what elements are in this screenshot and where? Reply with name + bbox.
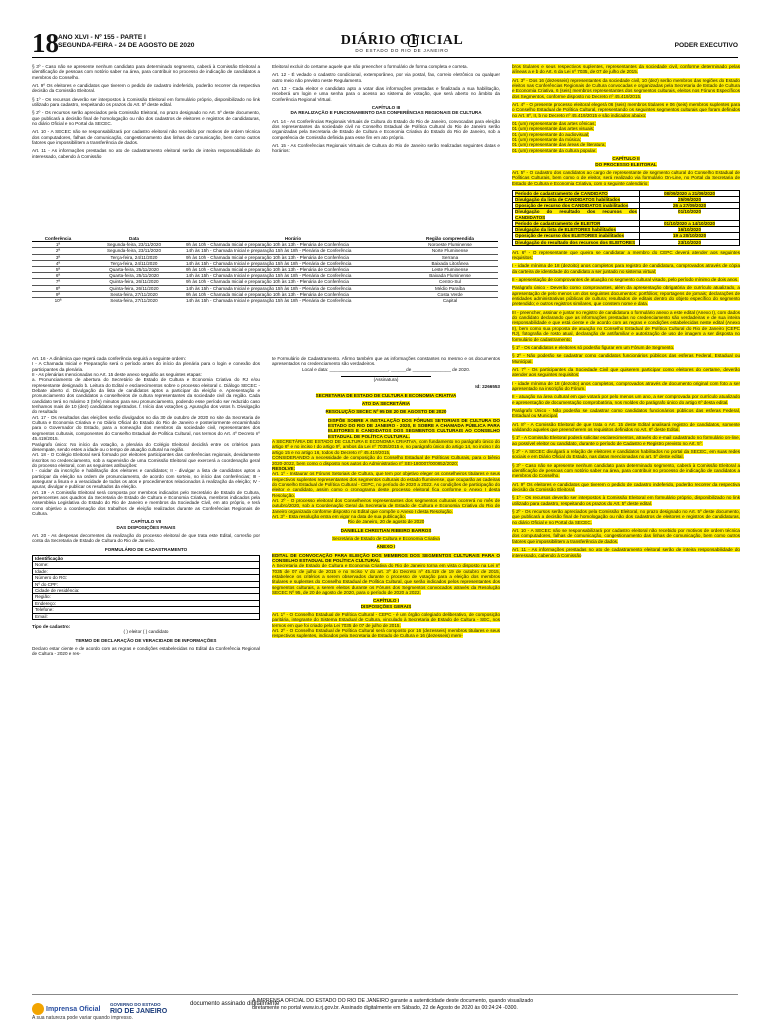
form-field-label: Nº do CPF:	[33, 581, 260, 587]
calendar-date-text: 23/10/2020	[678, 239, 702, 245]
resolve-text: RESOLVE:	[272, 465, 296, 471]
state-seal-icon	[408, 34, 418, 47]
form-field-label: Cidade de residência:	[33, 588, 260, 594]
calendar-table	[512, 190, 740, 246]
masthead	[332, 33, 472, 53]
government-logo-line-1: GOVERNO DO ESTADO	[110, 1002, 161, 1007]
authenticity-notice: A IMPRENSA OFICIAL DO ESTADO DO RIO DE JANEIRO garante a autenticidade deste documento, quando visualizado diretamente no portal www.io.rj.gov.br. Assinado digitalmente em Sábado, 22 de Agosto de 2020 às 00:24:24 -0300.	[252, 998, 534, 1011]
act-heading	[272, 401, 500, 406]
registration-form-table	[32, 555, 260, 620]
conference-schedule-table	[32, 236, 498, 303]
conference-date: Quarta-feira, 25/11/2020	[84, 273, 184, 279]
column-3	[512, 64, 740, 561]
form-row	[33, 613, 260, 619]
declaration-title: TERMO DE DECLARAÇÃO DE VERACIDADE DE INFORMAÇÕES	[75, 637, 217, 643]
paragraph	[272, 563, 500, 595]
conference-number: 2ª	[32, 248, 84, 254]
calendar-step-text: Divulgação do resultado dos recursos dos CANDIDATOS	[515, 209, 638, 220]
conference-number: 1ª	[32, 242, 84, 248]
section-name: PODER EXECUTIVO	[674, 42, 738, 49]
conference-number: 9ª	[32, 291, 84, 297]
paragraph: Art. 16 - A dinâmica que regerá cada conferência seguirá a seguinte ordem:	[32, 356, 186, 361]
conference-region: Costa Verde	[402, 291, 498, 297]
conference-number: 10ª	[32, 298, 84, 304]
paragraph: a. Pronunciamento de abertura do Secretário de Estado de Cultura e Economia Criativa do RJ e/ou representante designado b. Leitura do Edital e esclarecimentos sobre o processo eleitoral c. Diálogo SECEC - Debate aberto d. Divulgação da lista de candidatos aptos a participar da eleição e. Apresentação e pronunciamento dos candidatos a conselheiros de cultura representantes da sociedade civil da região. Cada candidato terá no máximo 3 (três) minutos para seu pronunciamento, podendo esse período ser reduzido caso tenhamos mais de 10 (dez) candidatos registrados. f. Início das votações g. Apuração dos votos h. Divulgação do resultado	[32, 377, 260, 415]
paragraph-text: II - atuação na área cultural em que votará por pelo menos um ano, a ser comprovada por currículo atualizado e apresentação de documentação comprobatória, nos moldes do parágrafo único do artigo 6º desta edital.	[512, 394, 740, 405]
paragraph-text: Parágrafo Único - Não poderão se cadastrar como candidatos funcionários públicos das esferas Federal, Estadual ou Municipal.	[512, 407, 740, 419]
paragraph: § 3º - Caso não se apresente nenhum candidato para determinado segmento, caberá à Comissão Eleitoral a identificação de pessoas com notório saber na área, para contribuir no processo de indicação de candidatos a membros do Conselho.	[32, 64, 260, 80]
paragraph-text: Art. 4º - O presente processo eleitoral elegerá 06 (seis) membros titulares e 06 (seis) membros suplentes para o Conselho Estadual de Política Cultural, representando os seguintes segmentos culturais que foram definidos no Art. 8º, II, b no Decreto nº 45.419/2015 e são indicados abaixo:	[512, 102, 740, 118]
paragraph	[512, 495, 740, 506]
form-field-label: Telefone:	[33, 607, 260, 613]
calendar-date-text: 01/10/2020 a 14/10/2020	[664, 220, 716, 226]
edition-line-2: SEGUNDA-FEIRA - 24 DE AGOSTO DE 2020	[58, 42, 195, 49]
conference-time: 9h às 10h - Chamada Inicial e preparação 10h às 13h - Plenária de Conferência	[184, 267, 402, 273]
calendar-step	[513, 233, 640, 239]
paragraph: Art. 19 - A Comissão Eleitoral será composta por membros indicados pelo Secretário de Estado de Cultura, pertencentes aos quadros da Secretaria de Estado de Cultura e Economia Criativa, membros indicados pela Assembleia Legislativa do Estado do Rio de Janeiro e membros da Sociedade Civil, em ato próprio, e terá como objetivo a coordenação dos trabalhos de eleição realizados durante as Conferências Regionais de Cultura.	[32, 489, 260, 516]
paragraph: Declaro estar ciente e de acordo com as regras e condições estabelecidas no Edital da Conferência Regional de Cultura - 2020 e res-	[32, 646, 260, 657]
annex-heading	[272, 544, 500, 549]
conference-date: Terça-feira, 24/11/2020	[84, 260, 184, 266]
conference-time: 14h às 15h - Chamada Inicial e preparação 15h às 18h - Plenária de Conferência	[184, 260, 402, 266]
col-header: Conferência	[32, 236, 84, 242]
paragraph-text: Art. 1º - O Conselho Estadual de Política Cultural - CEPC - é um órgão colegiado deliberativo, de composição paritária, integrante do Sistema Estadual de Cultura, vinculado à Secretaria de Estado de Cultura - SEC, nos termos em que foi criado pela Lei 7035 de 07 de julho de 2015.	[272, 612, 500, 628]
paragraph	[512, 422, 740, 433]
paragraph	[512, 78, 740, 99]
conference-time: 9h às 10h - Chamada Inicial e preparação 10h às 13h - Plenária de Conferência	[184, 254, 402, 260]
segment-list	[512, 121, 740, 153]
paragraph: te Formulário de Cadastramento. Afirmo também que as informações constantes no mesmo e os documentos apresentados no credenciamento são verdadeiros.	[272, 356, 500, 367]
form-field-label: Região:	[33, 594, 260, 600]
paragraph	[272, 612, 500, 628]
calendar-row	[513, 209, 740, 220]
paragraph	[272, 498, 500, 514]
date-line	[272, 519, 500, 524]
local-date-line: Local e data: _______________________, ______de _______________ de 2020.	[301, 366, 471, 372]
calendar-row	[513, 203, 740, 209]
edital-text: EDITAL DE CONVOCAÇÃO PARA ELEIÇÃO DOS MEMBROS DOS SEGMENTOS CULTURAIS PARA O CONSELHO ESTADUAL DE POLÍTICA CULTURAL	[272, 552, 500, 563]
document-id: Id: 2266553	[475, 384, 500, 390]
form-field-label: Idade:	[33, 568, 260, 574]
column-1-lower	[32, 356, 260, 657]
paragraph-text: Art. 10 - A SECEC não se responsabilizará por cadastro eleitoral não recebido por motivos de ordem técnica dos computadores, falhas de comunicação, congestionamento das linhas de comunicação, bem como outros fatores que impossibilitem a transferência de dados.	[512, 528, 740, 544]
paragraph: Art. 17 - Os resultados das eleições serão divulgados no dia 30 de outubro de 2020 no site da Secretaria de Cultura e Economia Criativa e no Diário Oficial do Estado do Rio de Janeiro e posteriormente encaminhado para o Governador do Estado, para a nomeação dos membros da sociedade civil, representantes dos segmentos culturais, componentes do Conselho Estadual de Política Cultural, nos termos do Art. 4º Decreto nº 45.419/2015.	[32, 414, 260, 442]
col-header: Horário	[184, 236, 402, 242]
paragraph: Art. 11 - As informações prestadas no ato de cadastramento eleitoral serão de inteira responsabilidade do interessado, cabendo à Comissão	[32, 148, 260, 159]
paragraph	[512, 285, 740, 306]
paragraph-text: Art. 3º - Dos 16 (dezesseis) representantes da sociedade civil, 10 (dez) serão membros das regiões do Estado eleitos nas Conferências Regionais de Cultura convocadas e organizadas pela Secretaria de Estado de Cultura e Economia Criativa, 6 (seis) membros representantes dos segmentos culturais, eleitos nos Fóruns Específicos dos Segmentos, conforme disposto no Decreto nº 45.419/2015.	[512, 77, 740, 99]
conference-time: 9h às 10h - Chamada Inicial e preparação 10h às 13h - Plenária de Conferência	[184, 279, 402, 285]
conference-date: Segunda-feira, 23/11/2020	[84, 242, 184, 248]
paragraph	[512, 547, 740, 558]
conference-region: Noroeste Fluminense	[402, 242, 498, 248]
paragraph-text: Art. 6º - O representante que queira se candidatar a membro do CEPC deverá atender aos seguintes requisitos:	[512, 249, 740, 261]
conference-region: Serrana	[402, 254, 498, 260]
conference-region: Baixada Litorânea	[402, 260, 498, 266]
calendar-step-text: Divulgação da lista de ELEITORES habilitados	[515, 227, 617, 233]
segment-item	[512, 148, 740, 153]
calendar-step-text: Período de cadastramento de CANDIDATO	[515, 190, 608, 196]
paragraph-text: I - idade mínima de 18 (dezoito) anos completos para registro de candidatura, comprovados através de cópia da carteira de identidade do candidato a ser juntado no sistema virtual;	[512, 263, 740, 274]
conference-date: Sexta-feira, 27/11/2020	[84, 298, 184, 304]
conference-time: 14h às 15h - Chamada Inicial e preparação 15h às 18h - Plenária de Conferência	[184, 273, 402, 279]
paragraph-text: I - idade mínima de 18 (dezoito) anos completos, comprovados através de documento original com foto a ser apresentado na inscrição do Fórum.	[512, 380, 740, 391]
column-1	[32, 64, 260, 162]
conference-time: 14h às 15h - Chamada Inicial e preparação 15h às 18h - Plenária de Conferência	[184, 285, 402, 291]
calendar-step	[513, 203, 640, 209]
paragraph	[272, 439, 500, 455]
paragraph	[512, 381, 740, 392]
imprensa-logo-icon	[32, 1003, 44, 1015]
paragraph	[512, 345, 740, 350]
paragraph	[512, 463, 740, 479]
imprensa-logo	[32, 1003, 100, 1015]
paragraph	[512, 449, 740, 460]
form-field-label: Número do RG:	[33, 575, 260, 581]
signer-name	[272, 528, 500, 533]
cadastro-type-label: Tipo de cadastro:	[32, 624, 71, 630]
resolution-heading	[272, 409, 500, 414]
calendar-date-text: 16/10/2020	[678, 227, 702, 233]
paragraph-text: § 1º - A Comissão Eleitoral poderá solicitar esclarecimentos, através do e-mail cadastrado no formulário on-line, ao possível eleitor ou candidato, durante o período de Cadastro e Registro previsto no Art. 5º.	[512, 435, 740, 446]
calendar-step	[513, 209, 640, 220]
conference-time: 9h às 10h - Chamada Inicial e preparação 10h às 13h - Plenária de Conferência	[184, 242, 402, 248]
chapter-heading	[272, 598, 500, 609]
calendar-date-text: 25/09/2020	[678, 197, 702, 203]
form-title: FORMULÁRIO DE CADASTRAMENTO	[104, 546, 188, 552]
paragraph-text: Art. 5º - O cadastro dos candidatos ao cargo de representante de segmento cultural do Conselho Estadual de Políticas Culturais, bem como o de eleitor, será realizado via formulário On-Line, no Portal da Secretaria de Estado de Cultura e Economia Criativa, com o seguinte calendário:	[512, 169, 740, 186]
conference-region: Capital	[402, 298, 498, 304]
conference-number: 8ª	[32, 285, 84, 291]
paragraph-text: § 3º - Caso não se apresente nenhum candidato para determinado segmento, caberá à Comissão Eleitoral a identificação de pessoas com notório saber na área, para contribuir no processo de indicação de candidatos a membros do Conselho.	[512, 462, 740, 479]
paragraph: Art. 15 - As Conferências Regionais Virtuais de Cultura do Rio de Janeiro serão realizadas seguintes datas e horários:	[272, 143, 500, 154]
paragraph: § 1º - Os recursos deverão ser interpostos à Comissão Eleitoral em formulário próprio, disponibilizado no link utilizado para cadastro, respeitando os prazos do Art. 5º deste edital.	[32, 96, 260, 108]
col-header: Data	[84, 236, 184, 242]
paragraph: Art. 18 - O Colégio Eleitoral será formado por eleitores participantes das conferências regionais, devidamente inscritos no credenciamento, sob a supervisão de uma Comissão Eleitoral que exercerá a coordenação geral do processo eleitoral, com as seguintes atribuições:	[32, 452, 260, 468]
page-footer	[32, 994, 738, 1022]
form-field-label: Nome:	[33, 562, 260, 568]
chapter-number: CAPÍTULO VII	[130, 519, 162, 525]
government-logo-line-2: RIO DE JANEIRO	[110, 1008, 168, 1015]
resolution-name: RESOLUÇÃO SECEC Nº 95 DE 20 DE AGOSTO DE 2020	[325, 409, 447, 415]
paragraph: Art. 14 - As Conferências Regionais Virtuais de Cultura do Estado do Rio de Janeiro, convocadas para eleição dos representantes da sociedade civil no Conselho Estadual de Política Cultural do Rio de Janeiro serão organizadas pela Secretaria de Estado de Cultura e Economia Criativa do Estado do Rio de Janeiro, sob a competência de Comissão definida para esse fim em ato próprio.	[272, 118, 500, 140]
conference-time: 14h às 15h - Chamada Inicial e preparação 15h às 18h - Plenária de Conferência	[184, 248, 402, 254]
paragraph	[512, 277, 740, 282]
paragraph-text: § 2º - Os recursos serão apreciados pela Comissão Eleitoral, no prazo designado no Art. 5º deste documento, que publicará a decisão final de homologação ou não dos cadastros de eleitores e registros de candidaturas, no diário Oficial e no Portal da SECEC.	[512, 509, 740, 525]
organization-heading	[272, 393, 500, 398]
paragraph-text: A SECRETÁRIA DE ESTADO DE CULTURA E ECONOMIA CRIATIVA, com fundamento no parágrafo único do artigo 6º e no inciso I do artigo 9º, ambos da Lei nº 7035/2015 e, no parágrafo único do artigo 14, no inciso I do artigo 15 e no artigo 16, todos do Decreto nº 45.419/2015,	[272, 439, 500, 455]
calendar-step-text: Oposição de recurso dos ELEITORES inabilitados	[515, 233, 625, 239]
paragraph	[512, 250, 740, 261]
column-2-lower	[272, 356, 500, 639]
paragraph: Art. 20 - As despesas decorrentes da realização do processo eleitoral de que trata este Edital, correrão por conta da Secretaria de Estado de Cultura do Rio de Janeiro.	[32, 533, 260, 544]
conference-number: 7ª	[32, 279, 84, 285]
paragraph-text: II - apresentação de comprovantes de atuação no segmento cultural visado, pelo período mínimo de dois anos.	[512, 277, 739, 283]
conference-number: 4ª	[32, 260, 84, 266]
paragraph	[512, 310, 740, 342]
paragraph	[512, 64, 740, 75]
conference-number: 5ª	[32, 267, 84, 273]
signature-line: (Assinatura)	[341, 376, 431, 382]
digital-signature-badge: documento assinado digitalmente	[190, 1001, 280, 1007]
conference-date: Terça-feira, 24/11/2020	[84, 254, 184, 260]
calendar-step-text: Divulgação da lista de CANDIDATOS habilitados	[515, 197, 621, 203]
segment-text: 01 (um) representante das artes visuais;	[512, 126, 595, 132]
conference-date: Sexta-feira, 27/11/2020	[84, 291, 184, 297]
paragraph-text: Art. 7º - Os participantes da Sociedade Civil que quiserem participar como eleitores do certame, deverão atender aos seguintes requisitos:	[512, 366, 740, 378]
paragraph	[512, 408, 740, 419]
paragraph: Art. 10 - A SECEC não se responsabilizará por cadastro eleitoral não recebido por motivos de ordem técnica dos computadores, falhas de comunicação, congestionamento das linhas de comunicação, bem como outros fatores que impossibilitem a transferência de dados.	[32, 129, 260, 146]
chapter-number: CAPÍTULO I	[372, 598, 400, 604]
paragraph	[512, 394, 740, 405]
paragraph	[512, 435, 740, 446]
paragraph-text: Art. 1º - Instaurar os Fóruns Setoriais de Cultura, que tem por objetivo eleger os conselheiros titulares e seus respectivos suplentes representantes dos segmentos culturais do estado fluminense, que ocuparão as cadeiras do Conselho Estadual de Política Cultural - CEPC, no período de 2020 a 2022. As condições de participação do eleitor e candidato, assim como o cronograma deste processo eleitoral fica conforme o Anexo I desta Resolução.	[272, 471, 500, 498]
paragraph-text: § 1º - Os recursos deverão ser interpostos à Comissão Eleitoral em formulário próprio, disponibilizado no link utilizado para cadastro, respeitando os prazos do Art. 5º deste edital.	[512, 495, 740, 506]
calendar-date-text: 19 a 20/10/2020	[672, 233, 707, 239]
calendar-date	[640, 209, 740, 220]
paragraph: I - A Chamada Inicial e Preparação será o período antes do início da plenária para o login e conexão dos participantes da plenária.	[32, 361, 260, 372]
col-header: Região compreendida	[402, 236, 498, 242]
paragraph	[272, 628, 500, 639]
column-2	[272, 64, 500, 157]
conference-number: 3ª	[32, 254, 84, 260]
calendar-row	[513, 239, 740, 245]
calendar-step-text: Oposição de recurso dos CANDIDATOS inabilitados	[515, 203, 629, 209]
conference-date: Quinta-feira, 26/11/2020	[84, 279, 184, 285]
segment-text: 01 (um) representante das áreas de literatura;	[512, 142, 606, 148]
calendar-step	[513, 239, 640, 245]
calendar-step-text: Período de cadastramento de ELEITOR	[515, 220, 601, 226]
paragraph: Art. 12 - É vedado o cadastro condicional, extemporâneo, por via postal, fax, correio eletrônico ou qualquer outro meio não previsto neste Regulamento.	[272, 72, 500, 83]
form-field-label: Endereço:	[33, 600, 260, 606]
paragraph	[512, 482, 740, 493]
edition-line-1: ANO XLVI - Nº 155 - PARTE I	[58, 34, 146, 41]
paragraph-text: bros titulares e seus respectivos suplentes, representantes da sociedade civil, conforme determinado pelas alíneas a e b do Art. 6 da Lei nº 7035, de 07 de julho de 2015.	[512, 64, 740, 75]
paragraph-text: Art. 11 - As informações prestadas no ato de cadastramento eleitoral serão de inteira responsabilidade do interessado, cabendo à Comissão	[512, 547, 740, 558]
paragraph: I - cuidar da inscrição e habilitação dos eleitores e candidatos; II - divulgar a lista de candidatos aptos a participar da eleição na ordem de pronunciamento, de acordo com sorteio, no início das conferências; III - assegurar a lisura e a veracidade de todos os atos e procedimentos relacionados à realização da eleição; IV - apurar, divulgar e publicar os resultados da eleição.	[32, 468, 260, 490]
calendar-date	[640, 239, 740, 245]
calendar-date-text: 08/09/2020 a 21/09/2020	[664, 190, 716, 196]
paragraph-text: § 1º - Os candidatos e eleitores só poderão figurar em um Fórum de Segmento.	[512, 344, 675, 350]
form-field-label: Email:	[33, 613, 260, 619]
signer-role-text: Secretária de Estado de Cultura e Economia Criativa	[332, 535, 440, 541]
masthead-subtitle: DO ESTADO DO RIO DE JANEIRO	[355, 48, 449, 53]
paragraph: § 2º - Os recursos serão apreciados pela Comissão Eleitoral, no prazo designado no Art. 5º deste documento, que publicará a decisão final de homologação ou não dos cadastros de eleitores e registros de candidaturas, no diário Oficial e no Portal da SECEC.	[32, 110, 260, 127]
conference-time: 9h às 10h - Chamada Inicial e preparação 10h às 13h - Plenária de Conferência	[184, 291, 402, 297]
date-text: Rio de Janeiro, 20 de agosto de 2020	[347, 519, 425, 525]
segment-text: 01 (um) representante do audiovisual;	[512, 131, 590, 137]
edition-info	[58, 34, 194, 50]
conference-date: Segunda-feira, 23/11/2020	[84, 248, 184, 254]
paragraph-text: § 2º - A SECEC divulgará a relação de eleitores e candidatos habilitados no portal da SECEC, em suas redes sociais e em Diário Oficial do Estado, nas datas mencionadas no art. 5º deste edital.	[512, 449, 740, 460]
segment-text: 01 (um) representante da cultura popular.	[512, 147, 597, 153]
cadastro-type-options: ( ) eleitor ( ) candidato	[123, 629, 169, 635]
paragraph-text: Parágrafo único - Deverão como comprovantes, além da apresentação obrigatória de currículo atualizado, a apresentação de pelo menos um dos seguintes documentos: portfólios; reportagens de jornais; declarações de entidades administrativas públicas de cultura; resultados de editais dentro do objeto específico do segmento pretendido; e outros registros similares, que constem nome e data.	[512, 285, 740, 307]
paragraph	[272, 455, 500, 466]
conference-region: Centro-Sul	[402, 279, 498, 285]
paragraph: Art. 9º Os eleitores e candidatos que tiverem o pedido de cadastro indeferido, poderão recorrer da respectiva decisão da Comissão Eleitoral.	[32, 83, 260, 94]
chapter-number: CAPÍTULO III	[371, 105, 401, 111]
signer-text: DANIELLE CHRISTIAN RIBEIRO BARROS	[340, 527, 432, 533]
chapter-title: DAS DISPOSIÇÕES FINAIS	[116, 524, 176, 530]
paragraph	[512, 102, 740, 118]
paragraph	[512, 263, 740, 274]
paragraph-text: III - preencher, assinar e juntar no registro de candidatura o formulário anexo a este edital (Anexo I), com dados do candidato declarando que as informações prestadas no credenciamento são verdadeiras e de sua inteira responsabilidade e que está ciente e de acordo com as regras e condições estabelecidas neste edital (Anexo II), bem como sua proposta de atuação no Conselho Estadual de Política Cultural do Rio de Janeiro (CEPC RJ), fotografia de rosto atual, declaração de antifamiliar e autorização de uso de imagem a ser disposta no formulário de cadastramento;	[512, 309, 740, 342]
conference-date: Quarta-feira, 25/11/2020	[84, 267, 184, 273]
paragraph-text: Art. 2º - O processo eleitoral dos Conselheiros representantes dos segmentos culturais ocorrerá no mês de outubro/2020, sob a Coordenação Geral da Secretaria de Estado de Cultura e Economia Criativa do Rio de Janeiro organizada conforme disposto no Edital que compõe o Anexo I desta Resolução.	[272, 497, 500, 514]
imprensa-logo-text: Imprensa Oficial	[46, 1005, 101, 1013]
conference-time: 14h às 15h - Chamada Inicial e preparação 15h às 18h - Plenária de Conferência	[184, 298, 402, 304]
ementa-text: DISPÕE SOBRE A INSTALAÇÃO DOS FÓRUNS SETORIAIS DE CULTURA DO ESTADO DO RIO DE JANEIRO - 2020, E SOBRE A CHAMADA PÚBLICA PARA ELEITORES E CANDIDATOS DOS SEGMENTOS CULTURAIS AO CONSELHO ESTADUAL DE POLÍTICA CULTURAL.	[328, 417, 500, 439]
edital-title	[272, 553, 500, 564]
page-number: 18	[32, 28, 59, 58]
paragraph	[512, 367, 740, 378]
paragraph	[272, 471, 500, 498]
paragraph-text: Art. 3º - Esta resolução entra em vigor na data de sua publicação.	[272, 513, 406, 519]
annex-text: ANEXO I	[376, 544, 396, 550]
paragraph: Art. 13 - Cada eleitor e candidato apto a votar dias informações prestadas e finalizada a sua habilitação, receberá um login e uma senha para o acesso ao sistema de votação, que será aberto no âmbito da Conferência Regional Virtual.	[272, 86, 500, 102]
paragraph-text: § 2º - Não poderão se cadastrar como candidatos funcionários públicos das esferas Federal, Estadual ou Municipal.	[512, 353, 740, 364]
paragraph-text: Art. 8º - A Comissão Eleitoral de que trata o Art. 15 deste Edital analisará registro de candidatos, somente validando aqueles que preencherem os requisitos definidos no Art. 6º deste Edital.	[512, 421, 740, 432]
paragraph-text: A Secretaria de Estado de Cultura e Economia Criativa do Rio de Janeiro torna em vista o disposto na Lei nº 7035 de 07 de julho de 2015 e no Inciso V do art. 3º do Decreto nº 45.419 de 19 de outubro de 2015, estabelece os critérios a serem observados durante o processo de votação para a eleição dos membros titulares e suplentes do Conselho Estadual de Política Cultural, que serão indicados pelos representantes dos segmentos culturais, a serem eleitos durante os Fóruns dos Segmentos convocados através da Resolução SECEC Nº 95, de 20 de agosto de 2020, para o período de 2020 a 2022.	[272, 563, 500, 596]
conference-date: Quinta-feira, 26/11/2020	[84, 285, 184, 291]
conference-region: Leste Fluminense	[402, 267, 498, 273]
paragraph-text: Art. 2º - O Conselho Estadual de Política Cultural será composto por 16 (dezesseis) membros titulares e seus respectivos suplentes, indicados pela Secretaria de Estado de Cultura e 16 (dezesseis) mem-	[272, 628, 500, 639]
signer-role	[272, 536, 500, 541]
schedule-row	[32, 298, 498, 304]
paragraph	[512, 528, 740, 544]
conference-region: Baixada Fluminense	[402, 273, 498, 279]
calendar-step-text: Divulgação do resultado dos recursos dos ELEITORES	[515, 239, 636, 245]
chapter-title: DA REALIZAÇÃO E FUNCIONAMENTO DAS CONFERÊNCIAS REGIONAIS DE CULTURA	[290, 110, 482, 116]
calendar-date-text: 01/10/2020	[678, 209, 702, 215]
paragraph-text: CONSIDERANDO a necessidade de composição do Conselho Estadual de Políticas Culturais, para o biênio 2020-2022, bem como o disposto nos autos do Administrativo nº SEI-180007/000852/2020;	[272, 455, 500, 466]
paragraph	[512, 170, 740, 186]
chapter-number: CAPÍTULO II	[612, 156, 640, 162]
calendar-date-text: 26 a 27/09/2020	[672, 203, 707, 209]
paragraph: Eleitoral excluir do certame aquele que não preencher o formulário de forma completa e correta.	[272, 64, 468, 69]
paragraph	[512, 509, 740, 525]
paragraph: II - As plenárias mencionadas no Art. 15 deste anexo seguirão as seguintes etapas:	[32, 372, 202, 378]
segment-text: 01 (um) representante das artes cênicas;	[512, 121, 596, 127]
conference-region: Médio Paraíba	[402, 285, 498, 291]
chapter-title: DO PROCESSO ELEITORAL	[595, 161, 657, 167]
chapter-heading	[32, 519, 260, 530]
chapter-heading	[272, 105, 500, 116]
org-name: SECRETARIA DE ESTADO DE CULTURA E ECONOMIA CRIATIVA	[315, 392, 457, 398]
chapter-title: DISPOSIÇÕES GERAIS	[360, 603, 412, 609]
paragraph	[512, 353, 740, 364]
paragraph-text: Art. 9º Os eleitores e candidatos que tiverem o pedido de cadastro indeferido, poderão recorrer da respectiva decisão da Comissão Eleitoral.	[512, 481, 740, 493]
paragraph: Parágrafo único: No início da votação, a plenária do Colégio Eleitoral decidirá entre os critérios para desempate, sendo estes a idade ou o tempo de atuação cultural na região.	[32, 441, 260, 452]
chapter-heading	[512, 156, 740, 167]
form-field-label: Identificação	[33, 556, 260, 562]
print-note: A sua natureza pode variar quando impresso.	[32, 1015, 133, 1021]
conference-region: Norte Fluminense	[402, 248, 498, 254]
act-name: ATO DA SECRETÁRIA	[361, 401, 411, 407]
masthead-title: DIÁRIO OFICIAL	[340, 33, 464, 48]
conference-number: 6ª	[32, 273, 84, 279]
government-logo	[110, 1001, 167, 1015]
segment-text: 01 (um) representante da música;	[512, 137, 581, 143]
page-header	[32, 28, 738, 58]
ementa	[328, 418, 500, 439]
